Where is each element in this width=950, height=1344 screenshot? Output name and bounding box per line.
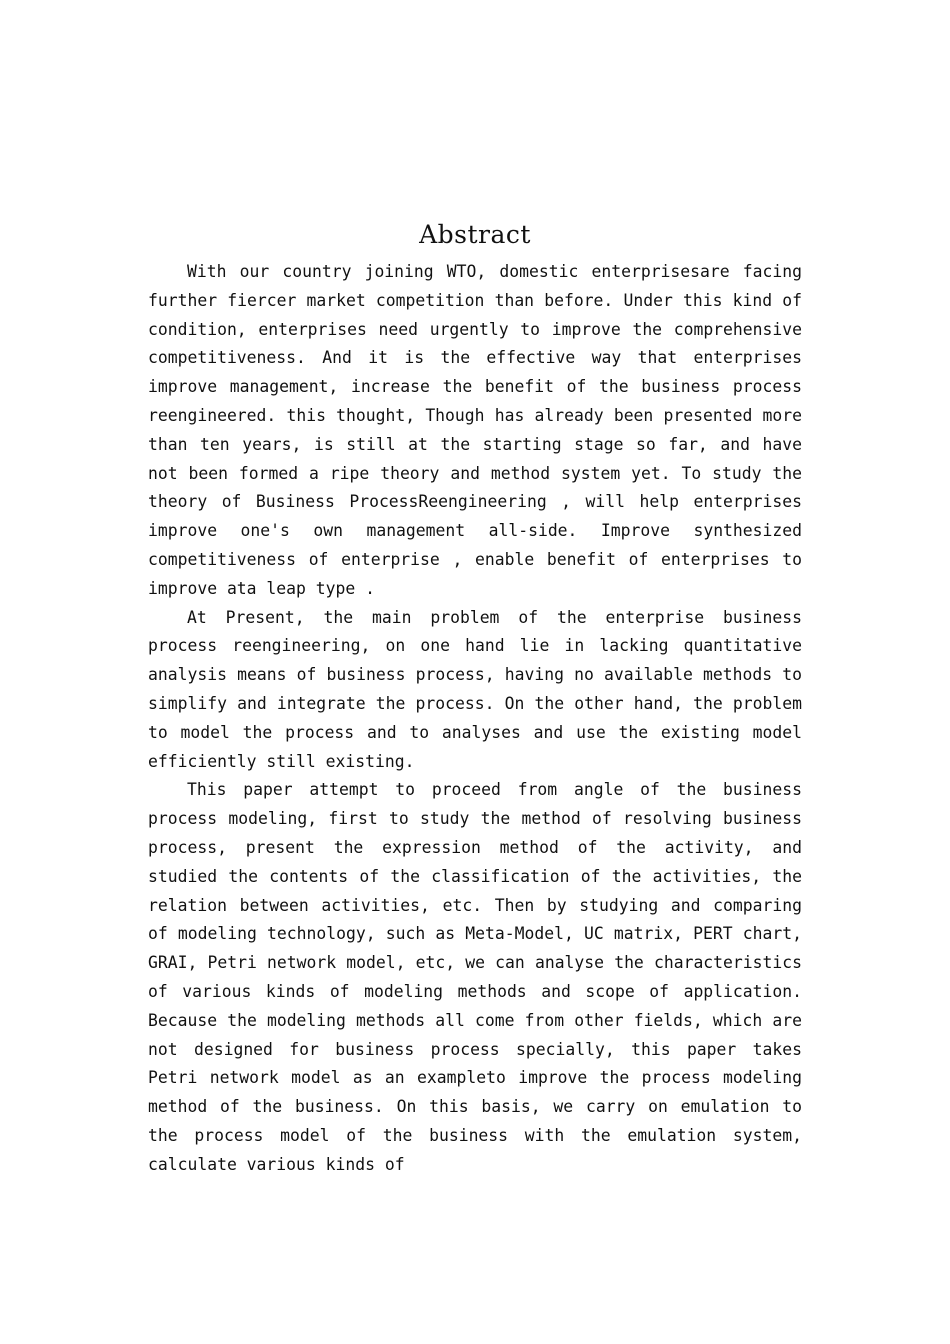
abstract-title: Abstract xyxy=(419,220,531,249)
abstract-paragraph-3: This paper attempt to proceed from angle of the business process modeling, first to study the method of resolving business process, present the expression method of the activity, and studied the contents of the classification of the activities, the relation between activities, etc. Then by studying and comparing of modeling technology, such as Meta-Model, UC matrix, PERT chart, GRAI, Petri network model, etc, we can analyse the characteristics of various kinds of modeling methods and scope of application. Because the modeling methods all come from other fields, which are not designed for business process specially, this paper takes Petri network model as an exampleto improve the process modeling method of the business. On this basis, we carry on emulation to the process model of the business with the emulation system, calculate various kinds of xyxy=(148,780,802,1174)
abstract-paragraph-2: At Present, the main problem of the enterprise business process reengineering, on one hand lie in lacking quantitative analysis means of business process, having no available methods to simplify and integrate the process. On the other hand, the problem to model the process and to analyses and use the existing model efficiently still existing. xyxy=(148,607,802,771)
abstract-body xyxy=(148,258,802,1180)
abstract-paragraph-1: With our country joining WTO, domestic enterprisesare facing further fiercer market competition than before. Under this kind of condition, enterprises need urgently to improve the comprehensive competitiveness. And it is the effective way that enterprises improve management, increase the benefit of the business process reengineered. this thought, Though has already been presented more than ten years, is still at the starting stage so far, and have not been formed a ripe theory and method system yet. To study the theory of Business ProcessReengineering , will help enterprises improve one's own management all-side. Improve synthesized competitiveness of enterprise , enable benefit of enterprises to improve ata leap type . xyxy=(148,262,802,598)
